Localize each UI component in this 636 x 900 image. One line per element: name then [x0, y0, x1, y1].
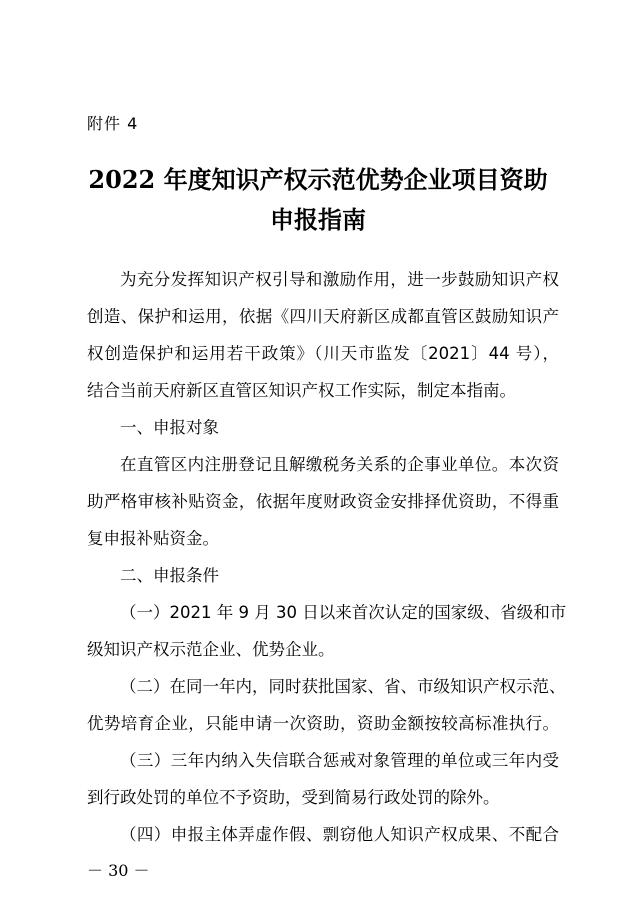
body-line: 助严格审核补贴资金，依据年度财政资金安排择优资助，不得重 — [87, 492, 559, 511]
attachment-label: 附件 4 — [87, 114, 139, 133]
body-line: 在直管区内注册登记且解缴税务关系的企事业单位。本次资 — [120, 455, 559, 474]
body-line: 创造、保护和运用，依据《四川天府新区成都直管区鼓励知识产 — [87, 307, 559, 326]
document-title-line-1: 2022 年度知识产权示范优势企业项目资助 — [88, 165, 548, 194]
body-line: （四）申报主体弄虚作假、剽窃他人知识产权成果、不配合 — [120, 825, 559, 844]
body-line: 优势培育企业，只能申请一次资助，资助金额按较高标准执行。 — [87, 714, 559, 733]
body-line: 权创造保护和运用若干政策》（川天市监发〔2021〕44 号）， — [87, 344, 559, 363]
body-line: （二）在同一年内，同时获批国家、省、市级知识产权示范、 — [120, 677, 566, 696]
body-line: （三）三年内纳入失信联合惩戒对象管理的单位或三年内受 — [120, 751, 559, 770]
body-line: 级知识产权示范企业、优势企业。 — [87, 640, 335, 659]
body-line: 到行政处罚的单位不予资助，受到简易行政处罚的除外。 — [87, 788, 500, 807]
body-line: 结合当前天府新区直管区知识产权工作实际，制定本指南。 — [87, 381, 516, 400]
section-heading: 二、申报条件 — [120, 566, 219, 585]
body-line: 为充分发挥知识产权引导和激励作用，进一步鼓励知识产权 — [120, 270, 559, 289]
page-number: － 30 － — [87, 861, 150, 880]
section-heading: 一、申报对象 — [120, 418, 219, 437]
body-line: （一）2021 年 9 月 30 日以来首次认定的国家级、省级和市 — [120, 603, 567, 622]
body-line: 复申报补贴资金。 — [87, 529, 219, 548]
document-title-line-2: 申报指南 — [270, 205, 366, 234]
